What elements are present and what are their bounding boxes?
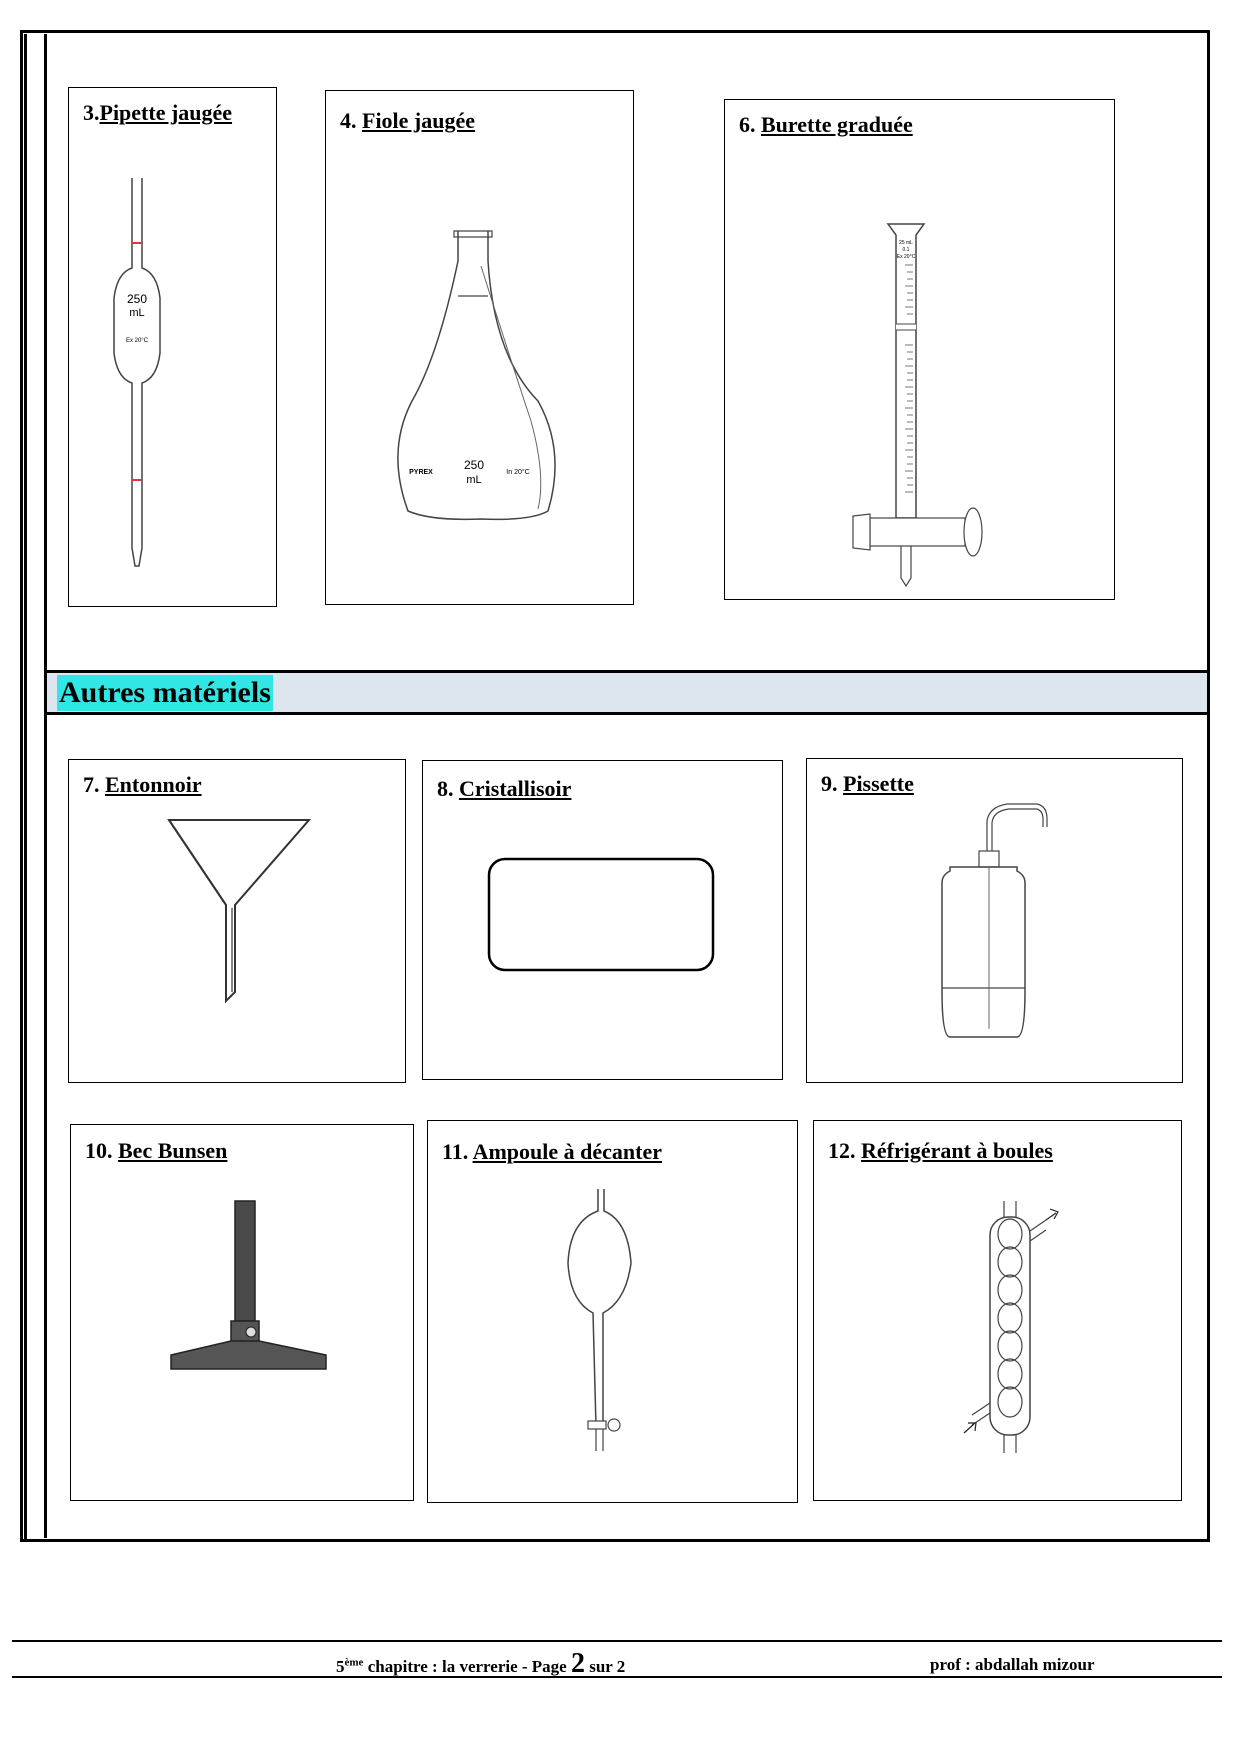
frame-inner-rule bbox=[44, 34, 47, 1538]
pipette-drawing bbox=[69, 88, 278, 608]
footer-author: prof : abdallah mizour bbox=[930, 1655, 1095, 1674]
flask-temp: In 20°C bbox=[506, 469, 530, 476]
burette-drawing bbox=[725, 100, 1116, 601]
burette-temp: Ex 20°C bbox=[896, 254, 916, 260]
pipette-unit: mL bbox=[129, 307, 145, 319]
item-number: 9. bbox=[821, 771, 838, 796]
item-box-fiole bbox=[325, 90, 634, 605]
item-box-cristallisoir bbox=[422, 760, 783, 1080]
item-number: 8. bbox=[437, 776, 454, 801]
item-number: 6. bbox=[739, 112, 756, 137]
section-header bbox=[47, 670, 1207, 715]
footer-top-rule bbox=[12, 1640, 1222, 1642]
item-number: 12. bbox=[828, 1138, 856, 1163]
item-box-ampoule bbox=[427, 1120, 798, 1503]
ball-condenser-drawing bbox=[814, 1121, 1183, 1502]
frame-left-rule bbox=[24, 34, 27, 1540]
item-label: Réfrigérant à boules bbox=[861, 1138, 1053, 1163]
item-label: Cristallisoir bbox=[459, 776, 572, 801]
item-label: Pissette bbox=[843, 771, 914, 796]
burette-volume: 25 mL bbox=[899, 240, 913, 246]
item-box-pissette bbox=[806, 758, 1183, 1083]
burette-step: 0.1 bbox=[902, 247, 910, 253]
pipette-temp: Ex 20°C bbox=[125, 338, 149, 344]
page-number: 2 bbox=[570, 1648, 585, 1679]
item-label: Fiole jaugée bbox=[362, 108, 476, 133]
wash-bottle-drawing bbox=[807, 759, 1184, 1084]
item-label: Bec Bunsen bbox=[118, 1138, 228, 1163]
chapter-ordinal: ème bbox=[344, 1656, 364, 1669]
footer-chapter bbox=[336, 1648, 625, 1680]
flask-volume: 250 bbox=[463, 458, 485, 472]
item-box-pipette bbox=[68, 87, 277, 607]
page-total: sur 2 bbox=[584, 1657, 626, 1676]
flask-drawing bbox=[326, 91, 635, 606]
section-title: Autres matériels bbox=[59, 676, 271, 709]
item-box-bec-bunsen bbox=[70, 1124, 414, 1501]
flask-unit: mL bbox=[466, 474, 482, 486]
item-label: Burette graduée bbox=[761, 112, 913, 137]
item-box-burette bbox=[724, 99, 1115, 600]
flask-brand: PYREX bbox=[409, 469, 433, 476]
item-number: 3. bbox=[83, 100, 100, 125]
item-label: Ampoule à décanter bbox=[472, 1139, 663, 1164]
crystallizer-drawing bbox=[423, 761, 784, 1081]
funnel-drawing bbox=[69, 760, 407, 1084]
separatory-funnel-drawing bbox=[428, 1121, 799, 1504]
chapter-text: chapitre : la verrerie - Page bbox=[363, 1657, 571, 1676]
chapter-number: 5 bbox=[336, 1657, 345, 1676]
pipette-volume: 250 bbox=[126, 292, 148, 306]
item-label: Pipette jaugée bbox=[99, 100, 233, 125]
item-label: Entonnoir bbox=[105, 772, 202, 797]
item-number: 11. bbox=[442, 1139, 469, 1164]
item-number: 7. bbox=[83, 772, 100, 797]
item-box-refrigerant bbox=[813, 1120, 1182, 1501]
item-number: 10. bbox=[85, 1138, 113, 1163]
item-number: 4. bbox=[340, 108, 357, 133]
bunsen-burner-drawing bbox=[71, 1125, 415, 1502]
item-box-entonnoir bbox=[68, 759, 406, 1083]
